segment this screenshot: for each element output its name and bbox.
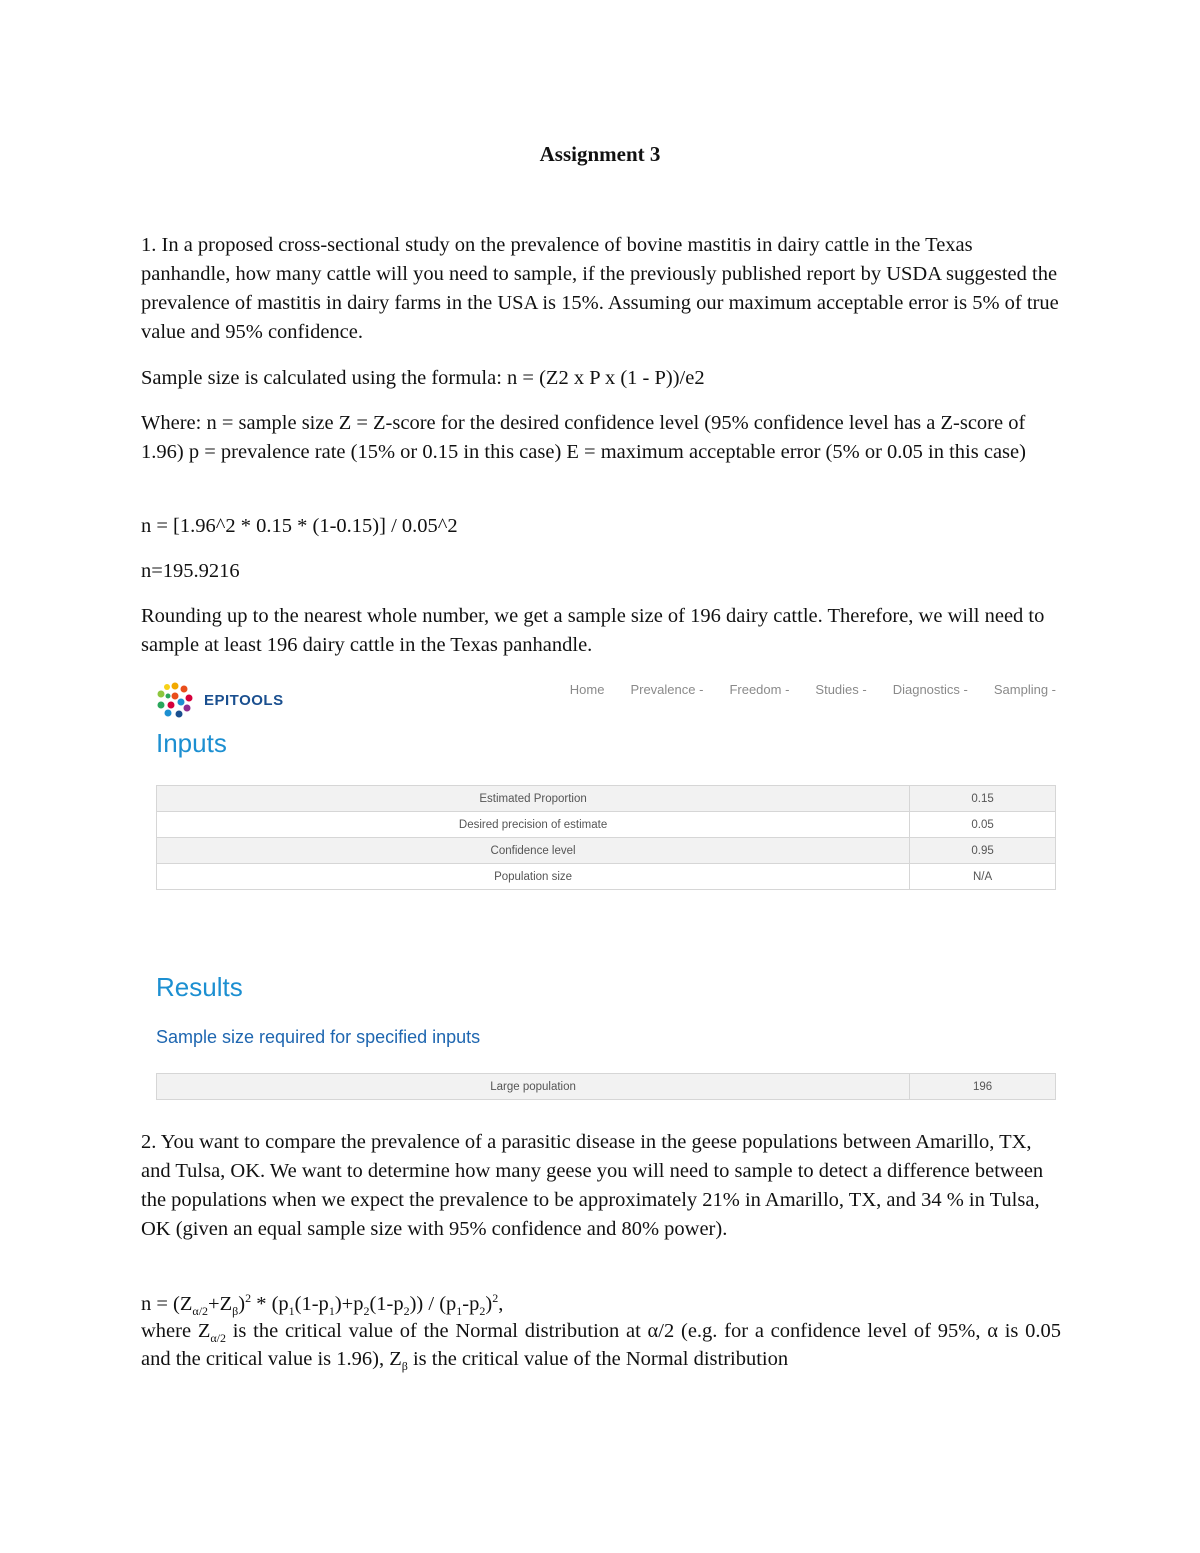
epitools-dots-logo-icon xyxy=(155,680,195,720)
q1-question: 1. In a proposed cross-sectional study on the prevalence of bovine mastitis in dairy cattle in the Texas panhandle, how many cattle will you need to sample, if the previously published report by USDA suggested the prevalence of mastitis in dairy farms in the USA is 15%. Assuming our maximum acceptable error is 5% of true value and 95% confidence. xyxy=(141,234,1059,343)
nav-prevalence[interactable]: Prevalence - xyxy=(630,682,704,697)
formula-text: (1-p xyxy=(294,1293,329,1315)
q2-question: 2. You want to compare the prevalence of a parasitic disease in the geese populations between Amarillo, TX, and Tulsa, OK. We want to determine how many geese you will need to sample to detect a difference between the populations when we expect the prevalence to be approximately 21% in Amarillo, TX, and 34 % in Tulsa, OK (given an equal sample size with 95% confidence and 80% power). xyxy=(141,1131,1044,1240)
table-row xyxy=(157,864,1056,890)
input-value: 0.15 xyxy=(910,786,1056,812)
formula-subscript: 1 xyxy=(288,1304,295,1319)
formula-subscript: β xyxy=(232,1304,239,1319)
formula-subscript: 1 xyxy=(456,1304,463,1319)
formula-text: , xyxy=(498,1293,504,1315)
where-text: is the critical value of the Normal distribution at α/2 (e.g. for a confidence level of 95%, α is 0.05 and the critical value is 1.96), Z xyxy=(141,1320,1061,1370)
q1-conclusion: Rounding up to the nearest whole number, we get a sample size of 196 dairy cattle. Therefore, we will need to sample at least 196 dairy cattle in the Texas panhandle. xyxy=(141,605,1045,656)
input-label: Desired precision of estimate xyxy=(157,812,910,838)
table-row xyxy=(157,786,1056,812)
results-table xyxy=(156,1073,1056,1100)
inputs-table xyxy=(156,785,1056,890)
input-label: Population size xyxy=(157,864,910,890)
result-value: 196 xyxy=(910,1074,1056,1100)
formula-text: +Z xyxy=(208,1293,233,1315)
formula-superscript: 2 xyxy=(245,1291,252,1306)
nav-studies[interactable]: Studies - xyxy=(815,682,867,697)
nav-freedom[interactable]: Freedom - xyxy=(729,682,790,697)
q1-calc-line: n = [1.96^2 * 0.15 * (1-0.15)] / 0.05^2 xyxy=(141,515,458,537)
nav-diagnostics[interactable]: Diagnostics - xyxy=(892,682,968,697)
document-title: Assignment 3 xyxy=(539,142,661,166)
results-heading: Results xyxy=(156,972,243,1002)
input-label: Confidence level xyxy=(157,838,910,864)
formula-subscript: 1 xyxy=(328,1304,335,1319)
epitools-brand: EPITOOLS xyxy=(204,692,284,709)
formula-text: )) / (p xyxy=(409,1293,457,1315)
result-label: Large population xyxy=(157,1074,910,1100)
formula-text: ) xyxy=(485,1293,493,1315)
q1-formula-line: Sample size is calculated using the formula: n = (Z2 x P x (1 - P))/e2 xyxy=(141,367,705,389)
input-value: 0.05 xyxy=(910,812,1056,838)
input-value: N/A xyxy=(910,864,1056,890)
formula-text: (1-p xyxy=(369,1293,404,1315)
where-subscript: β xyxy=(401,1358,408,1373)
formula-subscript: α/2 xyxy=(192,1304,209,1319)
formula-subscript: 2 xyxy=(479,1304,486,1319)
inputs-heading: Inputs xyxy=(156,728,227,758)
formula-text: n = (Z xyxy=(141,1293,193,1315)
q2-where xyxy=(141,1318,1061,1373)
formula-subscript: 2 xyxy=(403,1304,410,1319)
q2-formula xyxy=(141,1290,1061,1319)
results-subheading: Sample size required for specified inputs xyxy=(156,1027,481,1047)
q1-result-line: n=195.9216 xyxy=(141,560,240,582)
formula-text: )+p xyxy=(334,1293,364,1315)
formula-superscript: 2 xyxy=(492,1291,499,1306)
epitools-nav xyxy=(570,682,1056,697)
table-row xyxy=(157,838,1056,864)
formula-text: -p xyxy=(462,1293,480,1315)
table-row xyxy=(157,812,1056,838)
nav-sampling[interactable]: Sampling - xyxy=(993,682,1056,697)
input-label: Estimated Proportion xyxy=(157,786,910,812)
nav-home[interactable]: Home xyxy=(569,682,605,697)
where-text: where Z xyxy=(141,1320,211,1342)
formula-text: ) xyxy=(238,1293,246,1315)
where-text: is the critical value of the Normal distribution xyxy=(407,1347,789,1370)
formula-subscript: 2 xyxy=(363,1304,370,1319)
q1-where-line: Where: n = sample size Z = Z-score for the desired confidence level (95% confidence level has a Z-score of 1.96) p = prevalence rate (15% or 0.15 in this case) E = maximum acceptable error (5% or 0.05 in this case) xyxy=(141,412,1026,463)
table-row xyxy=(157,1074,1056,1100)
where-subscript: α/2 xyxy=(210,1331,226,1346)
formula-text: * (p xyxy=(251,1293,289,1315)
input-value: 0.95 xyxy=(910,838,1056,864)
epitools-screenshot xyxy=(150,672,1062,1112)
